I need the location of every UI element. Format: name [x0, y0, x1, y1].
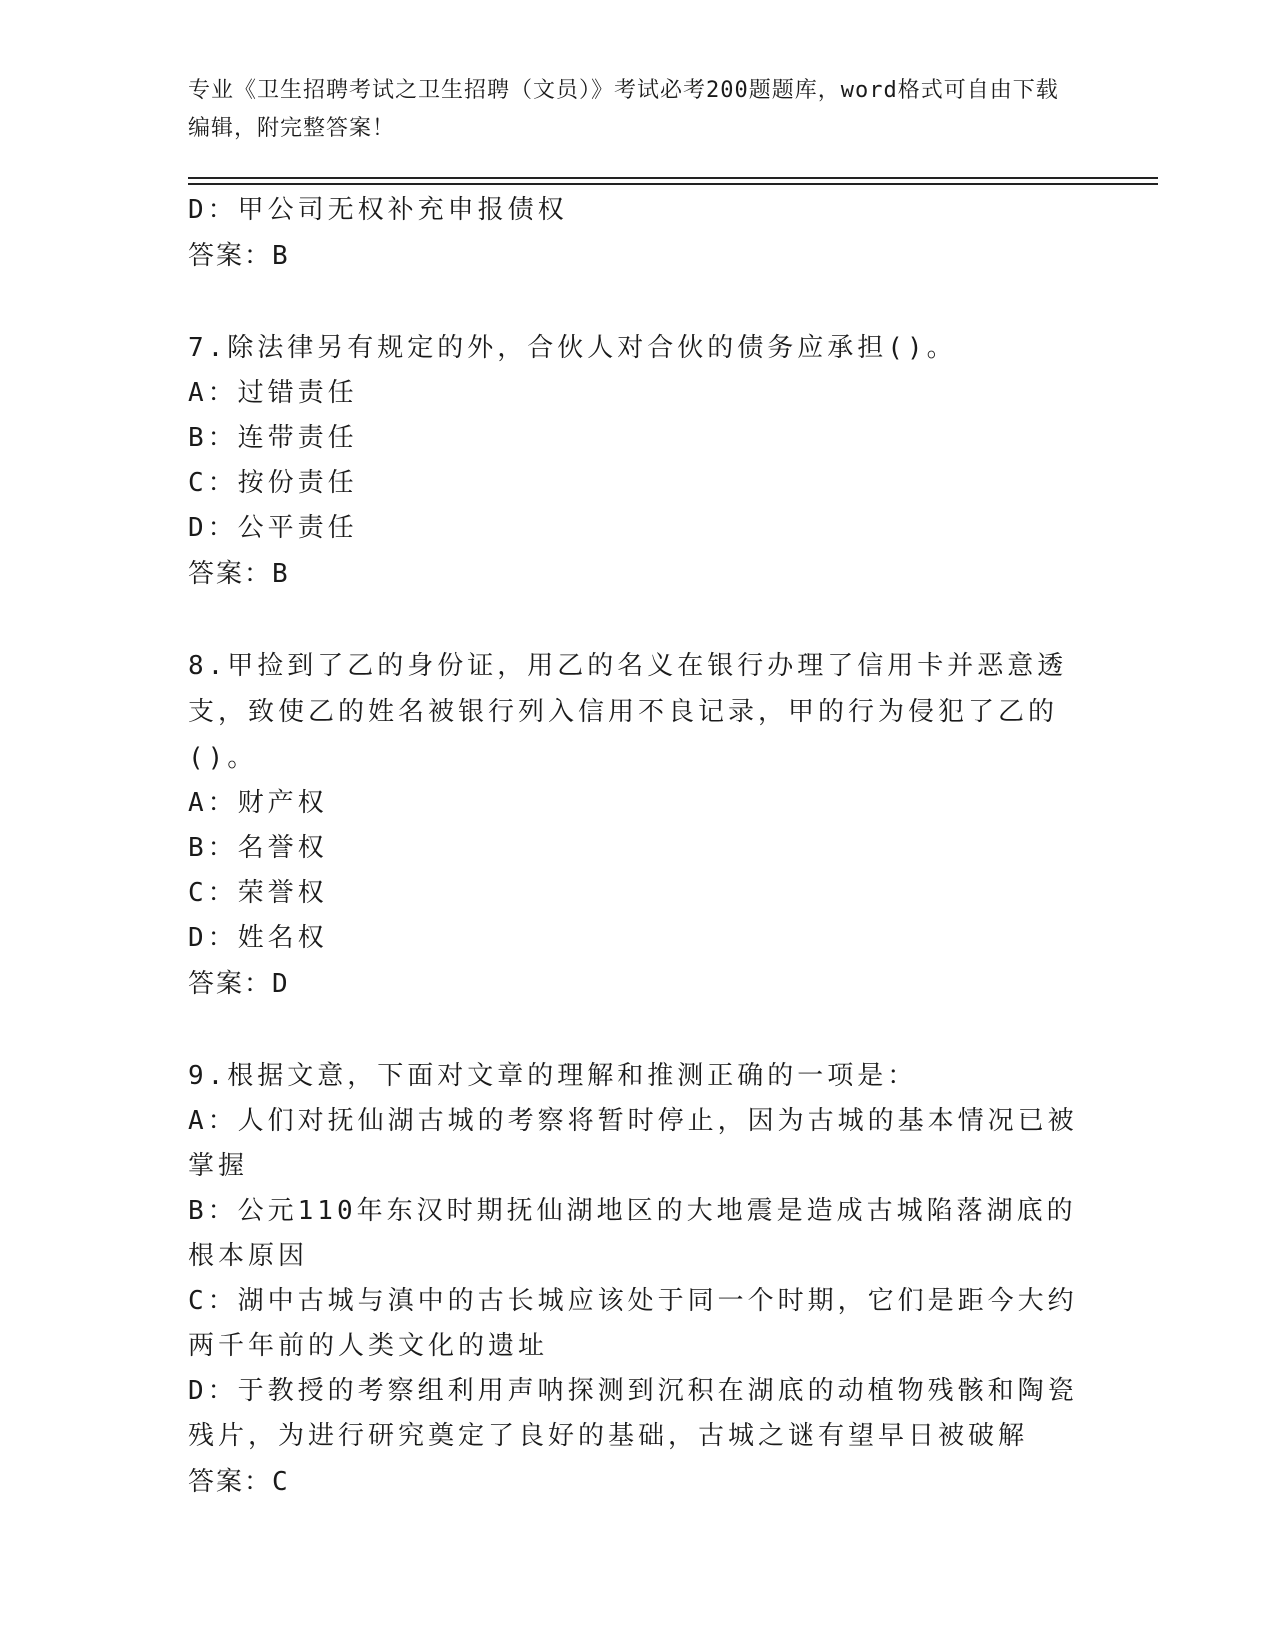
option-c: C：按份责任	[188, 468, 358, 498]
option-d: D：公平责任	[188, 513, 358, 543]
question-stem: 9.根据文意，下面对文章的理解和推测正确的一项是：	[188, 1061, 918, 1091]
question-stem: 7.除法律另有规定的外，合伙人对合伙的债务应承担()。	[188, 333, 957, 363]
spacer	[188, 279, 1088, 325]
option-b: B：名誉权	[188, 833, 328, 863]
page-header: 专业《卫生招聘考试之卫生招聘（文员）》考试必考200题题库，word格式可自由下载编辑，附完整答案！	[188, 78, 1059, 141]
option-b: B：公元110年东汉时期抚仙湖地区的大地震是造成古城陷落湖底的根本原因	[188, 1196, 1077, 1271]
option-c: C：湖中古城与滇中的古长城应该处于同一个时期，它们是距今大约两千年前的人类文化的遗址	[188, 1286, 1078, 1361]
question-7	[188, 325, 1088, 597]
header-rule-bottom	[188, 183, 1158, 185]
question-content	[188, 188, 1088, 1505]
option-d: D：于教授的考察组利用声呐探测到沉积在湖底的动植物残骸和陶瓷残片，为进行研究奠定了良好的基础，古城之谜有望早日被破解	[188, 1376, 1078, 1451]
question-9	[188, 1053, 1088, 1505]
question-answer: 答案：C	[188, 1467, 290, 1497]
carryover-answer: 答案：B	[188, 241, 290, 271]
question-answer: 答案：B	[188, 559, 290, 589]
question-8	[188, 643, 1088, 1007]
option-b: B：连带责任	[188, 423, 358, 453]
option-a: A：人们对抚仙湖古城的考察将暂时停止，因为古城的基本情况已被掌握	[188, 1106, 1078, 1181]
question-stem: 8.甲捡到了乙的身份证，用乙的名义在银行办理了信用卡并恶意透支，致使乙的姓名被银行列入信用不良记录，甲的行为侵犯了乙的()。	[188, 651, 1068, 773]
spacer	[188, 597, 1088, 643]
spacer	[188, 1007, 1088, 1053]
option-a: A：财产权	[188, 788, 328, 818]
carryover-option-d: D：甲公司无权补充申报债权	[188, 195, 568, 225]
option-d: D：姓名权	[188, 923, 328, 953]
option-c: C：荣誉权	[188, 878, 328, 908]
header-rule-top	[188, 177, 1158, 179]
option-a: A：过错责任	[188, 378, 358, 408]
question-answer: 答案：D	[188, 969, 290, 999]
